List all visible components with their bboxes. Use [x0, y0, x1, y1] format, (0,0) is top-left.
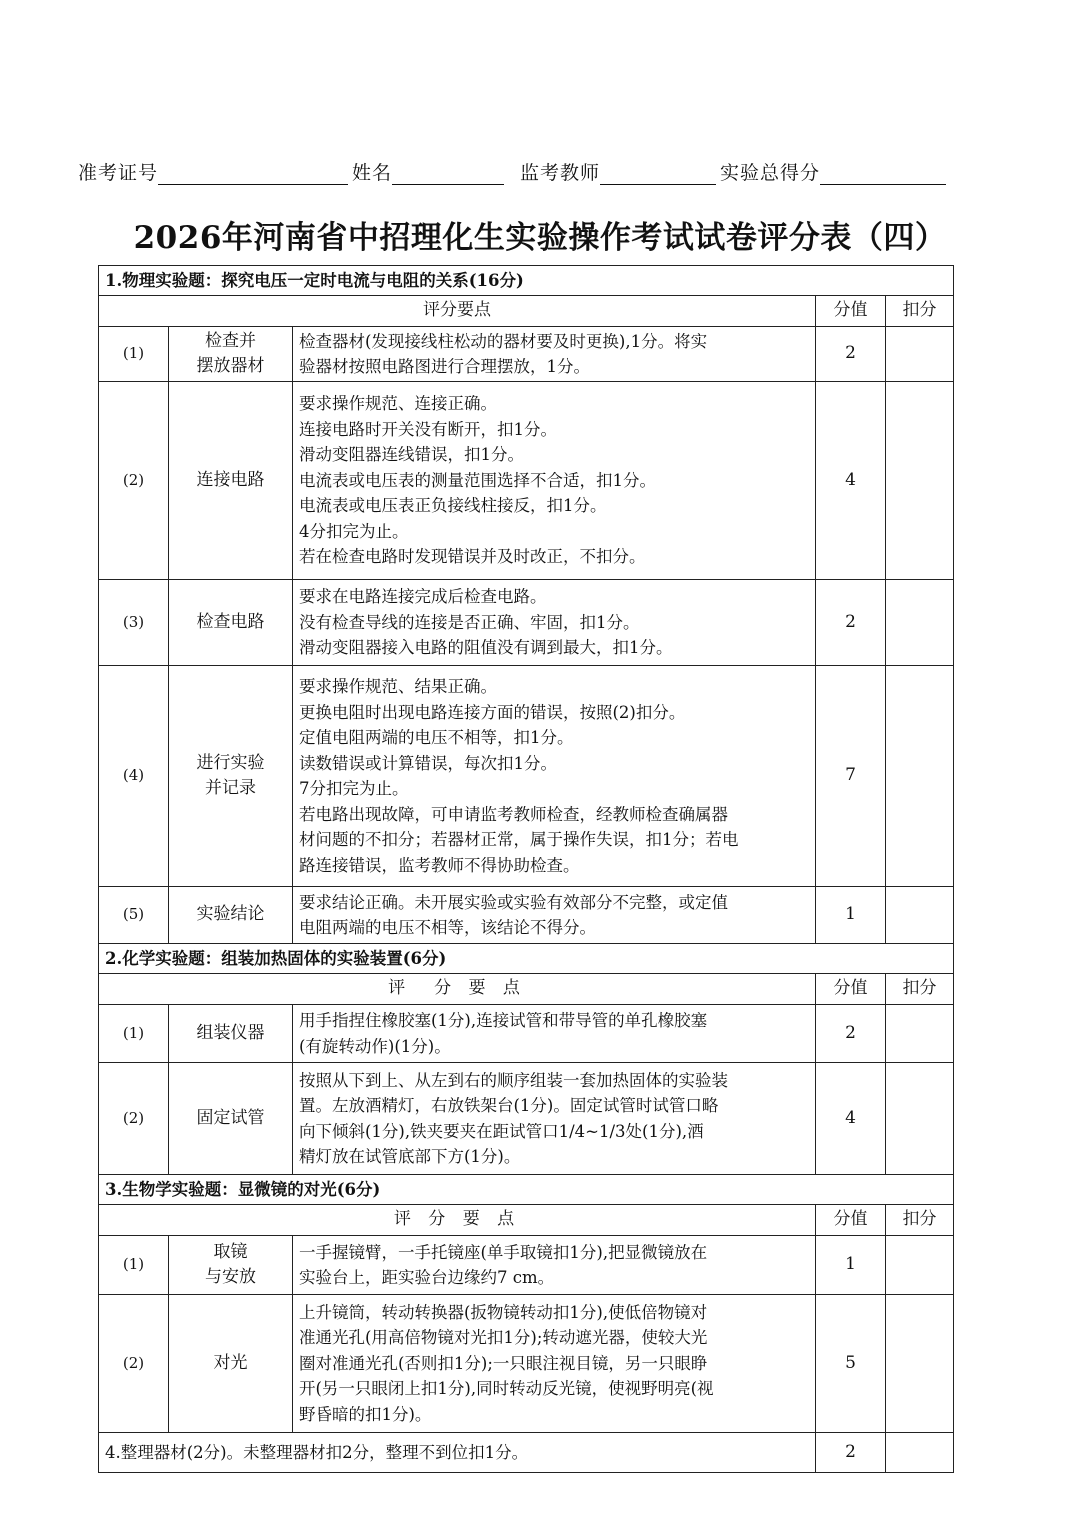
- deduct-cell[interactable]: [886, 382, 954, 580]
- row-number: (2): [99, 382, 169, 580]
- points-header: 评 分 要 点: [99, 1205, 816, 1236]
- score-value: 4: [816, 382, 886, 580]
- deduct-header: 扣分: [886, 974, 954, 1005]
- exam-header-fields: [78, 155, 978, 185]
- score-value: 2: [816, 327, 886, 382]
- criteria-text: 检查器材(发现接线柱松动的器材要及时更换),1分。将实 验器材按照电路图进行合理摆放，1分。: [293, 327, 816, 382]
- item-name: 对光: [169, 1295, 293, 1433]
- points-header: 评 分 要 点: [99, 974, 816, 1005]
- row-number: (2): [99, 1063, 169, 1175]
- row-number: (1): [99, 1005, 169, 1063]
- total-score-label: 实验总得分: [720, 162, 821, 184]
- student-name-label: 姓名: [352, 162, 393, 184]
- deduct-cell[interactable]: [886, 580, 954, 666]
- item-name: 取镜 与安放: [169, 1236, 293, 1295]
- score-header: 分值: [816, 1205, 886, 1236]
- table-row: [99, 327, 954, 382]
- row-number: (1): [99, 327, 169, 382]
- admission-number-blank[interactable]: [158, 162, 348, 185]
- deduct-cell[interactable]: [886, 1063, 954, 1175]
- table-row: [99, 382, 954, 580]
- item-name: 进行实验 并记录: [169, 666, 293, 887]
- criteria-text: 用手指捏住橡胶塞(1分),连接试管和带导管的单孔橡胶塞 (有旋转动作)(1分)。: [293, 1005, 816, 1063]
- item-name: 组装仪器: [169, 1005, 293, 1063]
- criteria-text: 要求操作规范、连接正确。 连接电路时开关没有断开，扣1分。 滑动变阻器连线错误，扣1分。 电流表或电压表的测量范围选择不合适，扣1分。 电流表或电压表正负接线柱接反，扣1分。 4分扣完为止。 若在检查电路时发现错误并及时改正，不扣分。: [293, 382, 816, 580]
- criteria-text: 上升镜筒，转动转换器(扳物镜转动扣1分),使低倍物镜对 准通光孔(用高倍物镜对光扣1分);转动遮光器，使较大光 圈对准通光孔(否则扣1分);一只眼注视目镜，另一只眼睁 开(另一只眼闭上扣1分),同时转动反光镜，使视野明亮(视 野昏暗的扣1分)。: [293, 1295, 816, 1433]
- score-value: 2: [816, 1433, 886, 1473]
- physics-section-title: 1.物理实验题：探究电压一定时电流与电阻的关系(16分): [99, 266, 954, 296]
- table-row: [99, 1005, 954, 1063]
- proctor-blank[interactable]: [600, 162, 716, 185]
- item-name: 检查电路: [169, 580, 293, 666]
- score-value: 2: [816, 1005, 886, 1063]
- criteria-text: 要求在电路连接完成后检查电路。 没有检查导线的连接是否正确、牢固，扣1分。 滑动变阻器接入电路的阻值没有调到最大，扣1分。: [293, 580, 816, 666]
- item-name: 连接电路: [169, 382, 293, 580]
- score-value: 2: [816, 580, 886, 666]
- score-header: 分值: [816, 974, 886, 1005]
- criteria-text: 要求结论正确。未开展实验或实验有效部分不完整，或定值 电阻两端的电压不相等，该结论不得分。: [293, 887, 816, 944]
- criteria-text: 按照从下到上、从左到右的顺序组装一套加热固体的实验装 置。左放酒精灯，右放铁架台(1分)。固定试管时试管口略 向下倾斜(1分),铁夹要夹在距试管口1/4~1/3处(1分),酒 精灯放在试管底部下方(1分)。: [293, 1063, 816, 1175]
- row-number: (4): [99, 666, 169, 887]
- score-value: 4: [816, 1063, 886, 1175]
- page-title: 2026年河南省中招理化生实验操作考试试卷评分表（四）: [133, 220, 947, 256]
- deduct-cell[interactable]: [886, 327, 954, 382]
- table-row: [99, 1063, 954, 1175]
- total-score-blank[interactable]: [820, 162, 946, 185]
- criteria-text: 一手握镜臂，一手托镜座(单手取镜扣1分),把显微镜放在 实验台上，距实验台边缘约7 cm。: [293, 1236, 816, 1295]
- table-row: [99, 666, 954, 887]
- deduct-cell[interactable]: [886, 887, 954, 944]
- deduct-cell[interactable]: [886, 1236, 954, 1295]
- biology-section-title: 3.生物学实验题：显微镜的对光(6分): [99, 1175, 954, 1205]
- row-number: (1): [99, 1236, 169, 1295]
- deduct-cell[interactable]: [886, 1005, 954, 1063]
- score-value: 5: [816, 1295, 886, 1433]
- deduct-cell[interactable]: [886, 1433, 954, 1473]
- item-name: 实验结论: [169, 887, 293, 944]
- deduct-cell[interactable]: [886, 1295, 954, 1433]
- chemistry-section-title: 2.化学实验题：组装加热固体的实验装置(6分): [99, 944, 954, 974]
- score-value: 1: [816, 1236, 886, 1295]
- deduct-header: 扣分: [886, 1205, 954, 1236]
- table-row: [99, 580, 954, 666]
- admission-number-label: 准考证号: [78, 162, 159, 184]
- score-value: 7: [816, 666, 886, 887]
- points-header: 评分要点: [99, 296, 816, 327]
- item-name: 固定试管: [169, 1063, 293, 1175]
- table-row: [99, 1236, 954, 1295]
- deduct-header: 扣分: [886, 296, 954, 327]
- row-number: (2): [99, 1295, 169, 1433]
- criteria-text: 要求操作规范、结果正确。 更换电阻时出现电路连接方面的错误，按照(2)扣分。 定值电阻两端的电压不相等，扣1分。 读数错误或计算错误，每次扣1分。 7分扣完为止。 若电路出现故障，可申请监考教师检查，经教师检查确属器 材问题的不扣分；若器材正常，属于操作失误，扣1分；若电 路连接错误，监考教师不得协助检查。: [293, 666, 816, 887]
- table-row: [99, 1433, 954, 1473]
- student-name-blank[interactable]: [392, 162, 504, 185]
- table-row: [99, 887, 954, 944]
- proctor-label: 监考教师: [520, 162, 601, 184]
- score-value: 1: [816, 887, 886, 944]
- item-name: 检查并 摆放器材: [169, 327, 293, 382]
- row-number: (5): [99, 887, 169, 944]
- cleanup-text: 4.整理器材(2分)。未整理器材扣2分，整理不到位扣1分。: [99, 1433, 816, 1473]
- score-header: 分值: [816, 296, 886, 327]
- row-number: (3): [99, 580, 169, 666]
- table-row: [99, 1295, 954, 1433]
- scoring-table: [98, 265, 954, 1473]
- deduct-cell[interactable]: [886, 666, 954, 887]
